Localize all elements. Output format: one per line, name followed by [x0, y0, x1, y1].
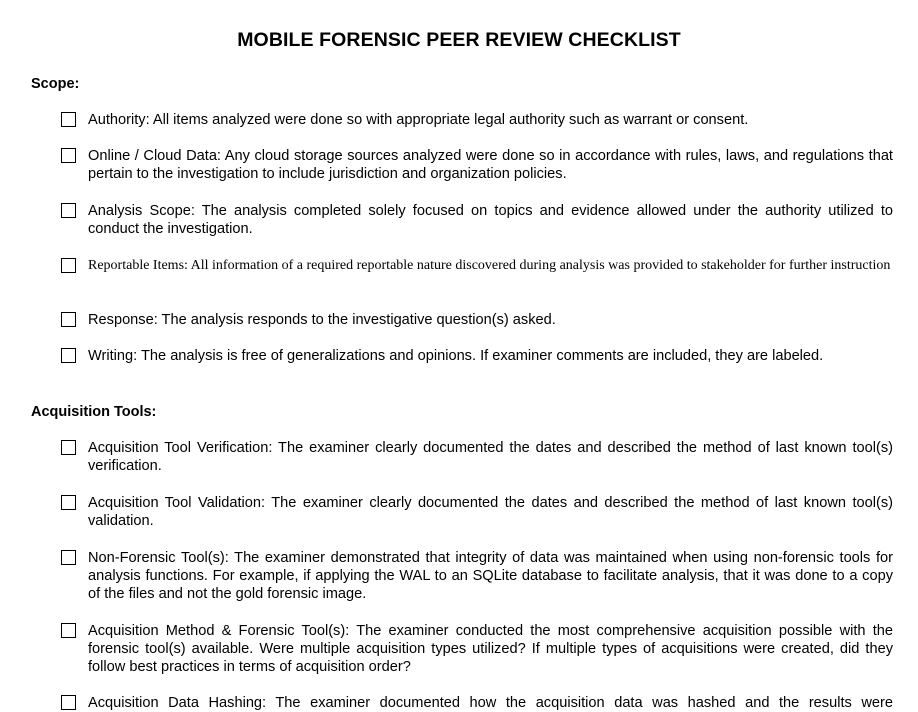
checklist-item-text: Reportable Items: All information of a required reportable nature discovered during analysis was provided to stakeholder for further instruction — [88, 258, 891, 273]
checklist-item-writing — [61, 347, 893, 365]
checkbox[interactable] — [61, 348, 76, 363]
checkbox[interactable] — [61, 148, 76, 163]
checkbox[interactable] — [61, 440, 76, 455]
checklist-item-acquisition-tool-validation — [61, 494, 893, 530]
checklist-item-text: Online / Cloud Data: Any cloud storage sources analyzed were done so in accordance with rules, laws, and regulations that pertain to the investigation to include jurisdiction and organization policies. — [88, 148, 893, 182]
checklist-item-analysis-scope — [61, 202, 893, 238]
checklist-item-reportable-items — [61, 257, 893, 275]
checklist-item-response — [61, 311, 893, 329]
checklist-item-text: Acquisition Tool Verification: The examiner clearly documented the dates and described the method of last known tool(s) verification. — [88, 440, 893, 474]
checklist-item-acquisition-tool-verification — [61, 439, 893, 475]
checklist-item-text: Writing: The analysis is free of generalizations and opinions. If examiner comments are included, they are labeled. — [88, 348, 824, 364]
document-title: MOBILE FORENSIC PEER REVIEW CHECKLIST — [237, 29, 681, 51]
checkbox[interactable] — [61, 258, 76, 273]
checklist-item-non-forensic-tools — [61, 549, 893, 603]
checklist-item-text: Non-Forensic Tool(s): The examiner demonstrated that integrity of data was maintained when using non-forensic tools for analysis functions. For example, if applying the WAL to an SQLite database to facilitate analysis, that it was done to a copy of the files and not the gold forensic image. — [88, 550, 893, 602]
checklist-item-text: Response: The analysis responds to the investigative question(s) asked. — [88, 312, 556, 328]
checklist-item-text: Acquisition Method & Forensic Tool(s): The examiner conducted the most comprehensive acquisition possible with the forensic tool(s) available. Were multiple acquisition types utilized? If multiple types of acquisitions were created, did they follow best practices in terms of acquisition order? — [88, 623, 893, 675]
checklist-item-text: Analysis Scope: The analysis completed solely focused on topics and evidence allowed under the authority utilized to conduct the investigation. — [88, 203, 893, 237]
checkbox[interactable] — [61, 112, 76, 127]
section-heading-acquisition-tools: Acquisition Tools: — [31, 404, 157, 420]
checkbox[interactable] — [61, 495, 76, 510]
section-heading-scope: Scope: — [31, 76, 80, 92]
checklist-item-online-cloud-data — [61, 147, 893, 183]
checkbox[interactable] — [61, 623, 76, 638]
checkbox[interactable] — [61, 695, 76, 710]
checkbox[interactable] — [61, 312, 76, 327]
checkbox[interactable] — [61, 203, 76, 218]
checklist-item-text: Acquisition Tool Validation: The examiner clearly documented the dates and described the method of last known tool(s) validation. — [88, 495, 893, 529]
checklist-item-acquisition-method — [61, 622, 893, 676]
checklist-item-text: Authority: All items analyzed were done so with appropriate legal authority such as warrant or consent. — [88, 112, 749, 128]
checkbox[interactable] — [61, 550, 76, 565]
checklist-item-authority — [61, 111, 893, 129]
checklist-item-acquisition-data-hashing — [61, 694, 893, 712]
checklist-item-text: Acquisition Data Hashing: The examiner documented how the acquisition data was hashed and the results were — [88, 695, 893, 711]
